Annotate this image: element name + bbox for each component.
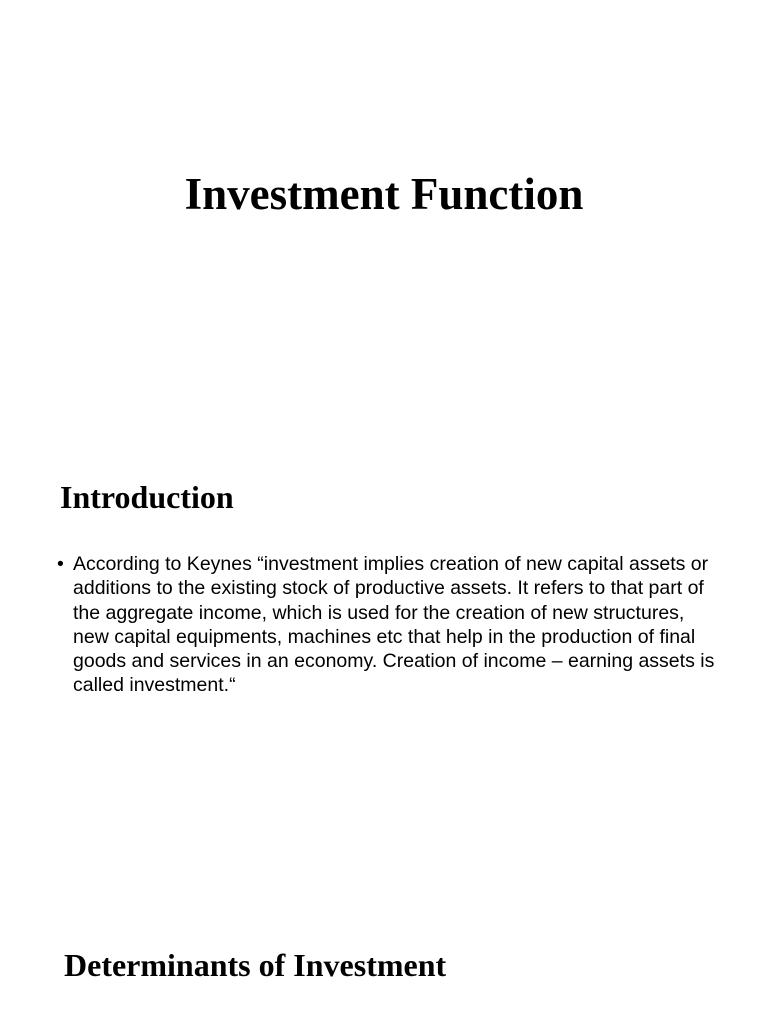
slide-determinants [0, 910, 768, 1024]
list-item [57, 552, 717, 698]
bullet-text: According to Keynes “investment implies creation of new capital assets or additions to the existing stock of productive assets. It refers to that part of the aggregate income, which is used for the creation of new structures, new capital equipments, machines etc that help in the production of final goods and services in an economy. Creation of income – earning assets is called investment.“ [73, 553, 715, 697]
page-title: Investment Function [184, 169, 584, 219]
slide-introduction [0, 430, 768, 910]
slide-title [0, 0, 768, 430]
bullet-list [57, 552, 717, 698]
determinants-heading: Determinants of Investment [64, 947, 447, 983]
bullet-icon: • [57, 553, 64, 575]
introduction-heading: Introduction [60, 479, 234, 515]
